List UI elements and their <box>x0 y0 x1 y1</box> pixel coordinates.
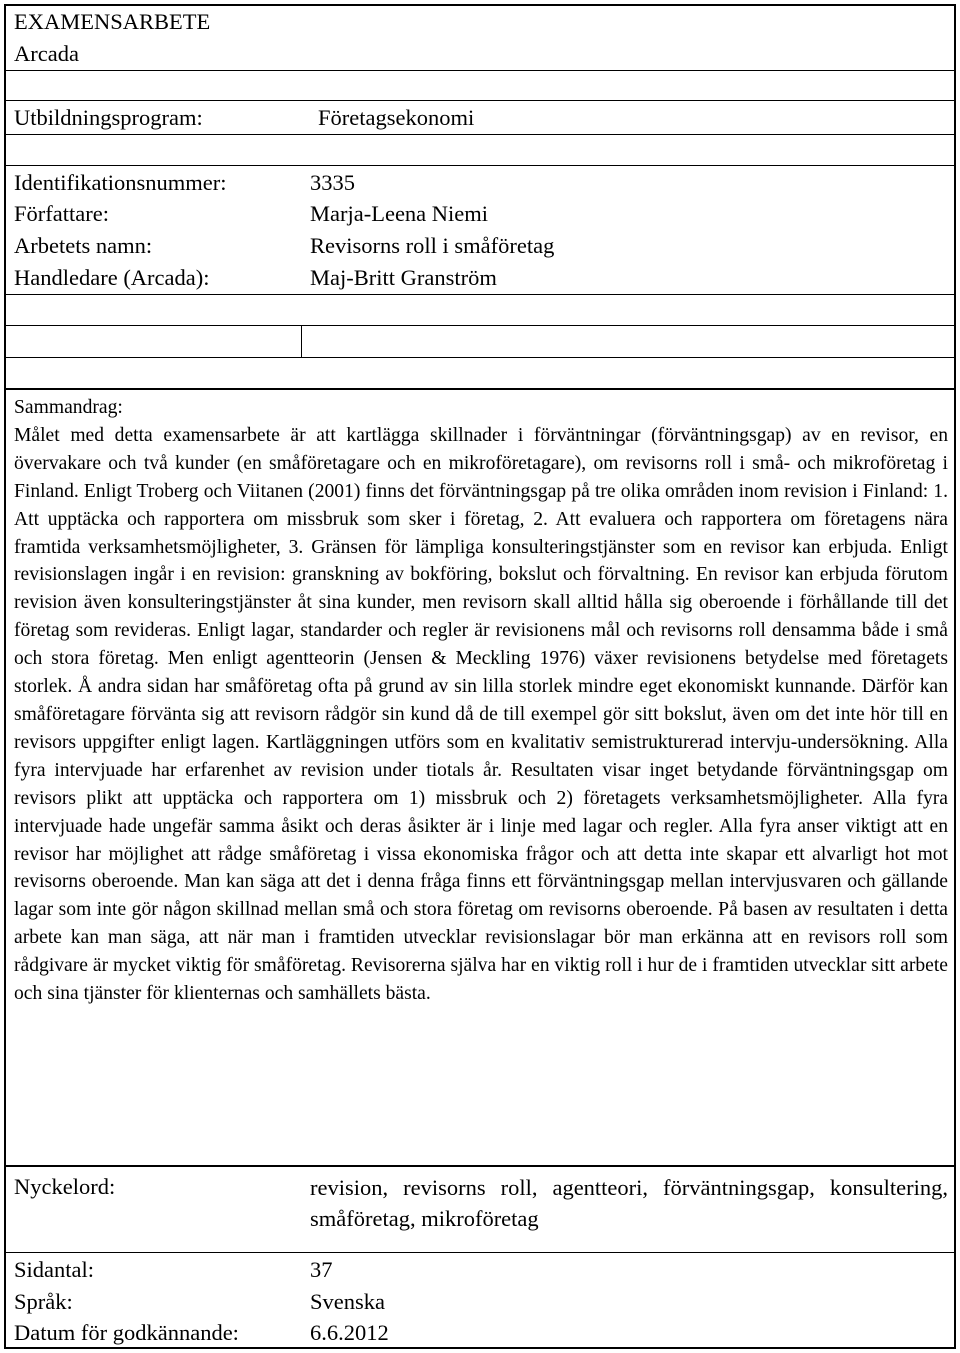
rule <box>4 134 956 135</box>
cell-divider <box>301 325 302 357</box>
rule <box>4 294 956 295</box>
abstract-text: Målet med detta examensarbete är att kartlägga skillnader i förväntningar (förväntningsgap) av en revisor, en övervakare och två kunder (en småföretagare och en mikroföretagare), om revisorns roll i små- och mikroföretag i Finland. Enligt Troberg och Viitanen (2001) finns det förväntningsgap på tre olika områden inom revision i Finland: 1. Att upptäcka och rapportera om missbruk som sker i företag, 2. Att evaluera och rapportera om företagens nära framtida verksamhetsmöjligheter, 3. Gränsen för lämpliga konsulteringstjänster som en revisor kan erbjuda. Enligt revisionslagen ingår i en revision: granskning av bokföring, bokslut och förvaltning. En revisor kan erbjuda förutom revision även konsulteringstjänster åt sina kunder, men revisorn skall alltid hålla sig oberoende i förhållande till det företag som revideras. Enligt lagar, standarder och regler är revisionens mål och revisorns roll densamma både i små och stora företag. Men enligt agentteorin (Jensen & Meckling 1976) växer revisionens betydelse med företagets storlek. Å andra sidan har småföretag ofta på grund av sin lilla storlek mindre eget ekonomiskt kunnande. Därför kan småföretagare förvänta sig att revisorn rådgör sin kund då de till exempel gör sitt bokslut, även om det inte hör till en revisors uppgifter enligt lagen. Kartläggningen utförs som en kvalitativ semistrukturerad intervju-undersökning. Alla fyra intervjuade har erfarenhet av revision under tiotals år. Resultaten visar inget betydande förväntningsgap om revisors plikt att upptäcka och rapportera om 1) missbruk och 2) företagets verksamhetsmöjligheter. Alla fyra intervjuade hade ungefär samma åsikt och deras åsikter är i linje med lagar och regler. Alla fyra anser viktigt att en revisor har möjlighet att rådge småföretag i vissa ekonomiska frågor och att detta inte skapar ett alvarligt hot mot revisorns oberoende. Man kan säga att det i denna fråga finns ett förväntningsgap mellan intervjusvaren och gällande lagar som inte gör någon skillnad mellan små och stora företag om revisorns oberoende. På basen av resultaten i detta arbete kan man säga, att när man i framtiden utvecklar revisionslagar bör man erkänna att en revisors roll som rådgivare är mycket viktig för småföretag. Revisorerna själva har en viktig roll i hur de i framtiden utvecklar sitt arbete och sina tjänster för klienternas och samhällets bästa. <box>14 424 948 1005</box>
author-value: Marja-Leena Niemi <box>310 201 489 226</box>
keywords-value: revision, revisorns roll, agentteori, förväntningsgap, konsultering, småföretag, mikroföretag <box>310 1175 948 1231</box>
page-count-value: 37 <box>310 1257 333 1282</box>
rule <box>4 357 956 358</box>
document-type: EXAMENSARBETE <box>14 9 211 34</box>
author-label: Författare: <box>14 201 109 226</box>
rule-thick <box>4 388 956 390</box>
language-label: Språk: <box>14 1289 73 1314</box>
rule <box>4 100 956 101</box>
supervisor-label: Handledare (Arcada): <box>14 265 210 290</box>
rule <box>4 165 956 166</box>
abstract-block <box>14 394 948 1008</box>
abstract-heading: Sammandrag: <box>14 397 123 418</box>
language-value: Svenska <box>310 1289 385 1314</box>
page-count-label: Sidantal: <box>14 1257 94 1282</box>
title-value: Revisorns roll i småföretag <box>310 233 555 258</box>
approval-date-label: Datum för godkännande: <box>14 1320 239 1345</box>
rule <box>4 1252 956 1253</box>
keywords-label: Nyckelord: <box>14 1174 116 1199</box>
program-value: Företagsekonomi <box>318 105 475 130</box>
id-label: Identifikationsnummer: <box>14 170 227 195</box>
rule <box>4 325 956 326</box>
approval-date-value: 6.6.2012 <box>310 1320 389 1345</box>
rule-thick <box>4 1165 956 1167</box>
rule <box>4 70 956 71</box>
id-value: 3335 <box>310 170 355 195</box>
title-label: Arbetets namn: <box>14 233 153 258</box>
institution: Arcada <box>14 41 79 66</box>
supervisor-value: Maj-Britt Granström <box>310 265 497 290</box>
program-label: Utbildningsprogram: <box>14 105 203 130</box>
